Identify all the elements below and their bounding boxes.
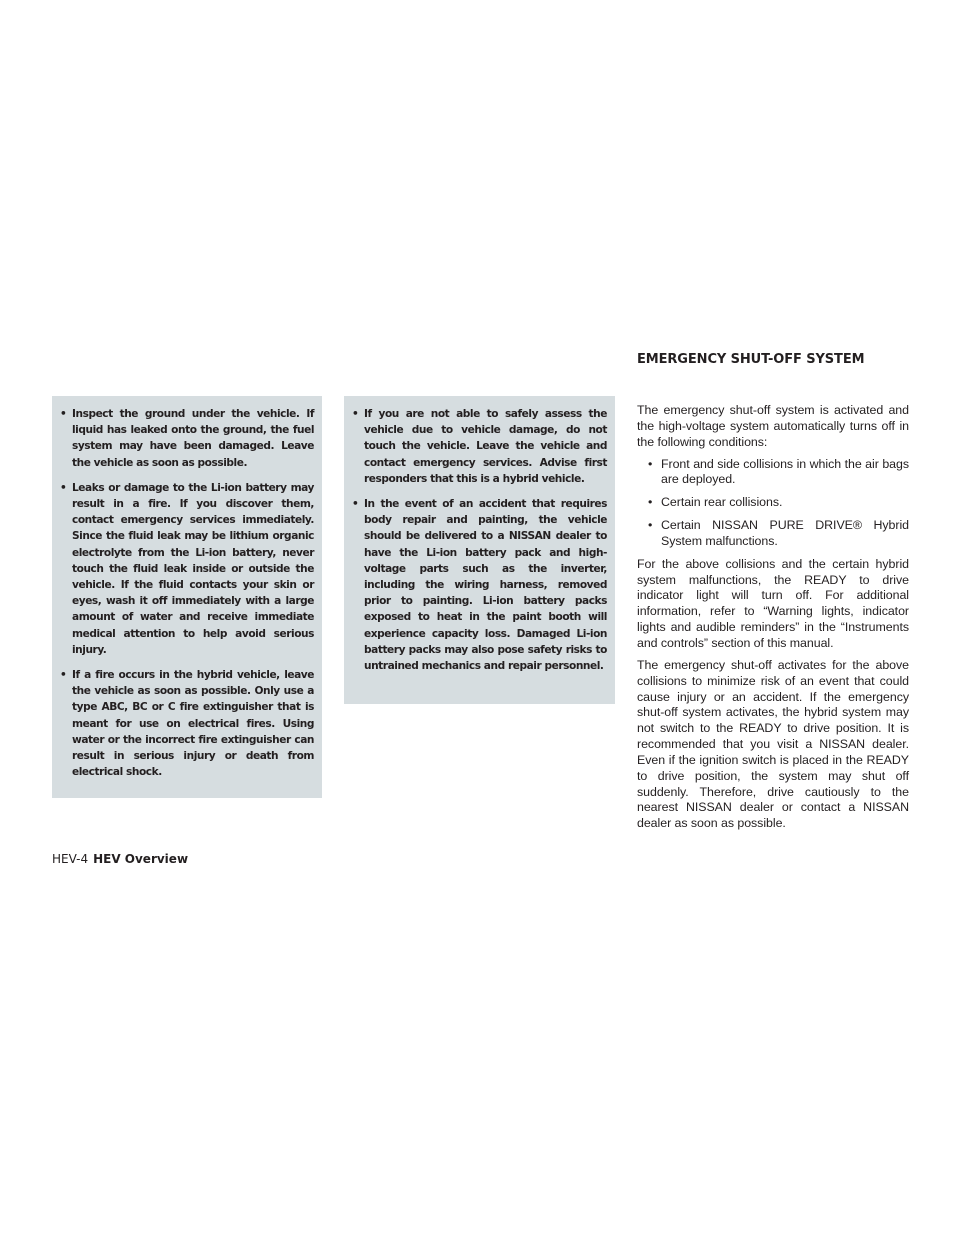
warning-box-left — [52, 396, 322, 798]
page-number: HEV-4 — [52, 852, 89, 866]
footer-section-name: HEV Overview — [93, 852, 189, 866]
warning-item: • If you are not able to safely assess the vehicle due to vehicle damage, do not touch the vehicle. Leave the vehicle and contact emergency services. Advise first responders that this is a hybrid vehicle. — [352, 406, 607, 487]
warning-list-right — [352, 406, 607, 674]
warning-item: • In the event of an accident that requires body repair and painting, the vehicle should be delivered to a NISSAN dealer to have the Li-ion battery pack and high-voltage parts such as the inverter, including the wiring harness, removed prior to painting. Li-ion battery packs exposed to heat in the paint booth will experience capacity loss. Damaged Li-ion battery packs may also pose safety risks to untrained mechanics and repair personnel. — [352, 496, 607, 674]
shut-off-paragraph: The emergency shut-off activates for the above collisions to minimize risk of an event that could cause injury or an accident. If the emergency shut-off system activates, the hybrid system may not switch to the READY to drive position. It is recommended that you visit a NISSAN dealer. Even if the ignition switch is placed in the READY to drive position, the system may shut off suddenly. Therefore, drive cautiously to the nearest NISSAN dealer or contact a NISSAN dealer as soon as possible. — [637, 657, 909, 831]
intro-paragraph: The emergency shut-off system is activated and the high-voltage system automatically turns off in the following conditions: — [637, 403, 909, 449]
warning-item: • Inspect the ground under the vehicle. If liquid has leaked onto the ground, the fuel system may have been damaged. Leave the vehicle as soon as possible. — [60, 406, 314, 471]
warning-box-right — [344, 396, 615, 704]
conditions-list — [637, 457, 909, 550]
warning-item: • Leaks or damage to the Li-ion battery may result in a fire. If you discover them, contact emergency services immediately. Since the fluid leak may be lithium organic electrolyte from the Li-ion battery, never touch the fluid leak inside or outside the vehicle. If the fluid contacts your skin or eyes, wash it off immediately with a large amount of water and receive immediate medical attention to help avoid serious injury. — [60, 480, 314, 658]
body-text-column — [637, 403, 909, 838]
warning-item: • If a fire occurs in the hybrid vehicle, leave the vehicle as soon as possible. Only use a type ABC, BC or C fire extinguisher that is meant for use on electrical fires. Using water or the incorrect fire extinguisher can result in serious injury or death from electrical shock. — [60, 667, 314, 780]
warning-list-left — [60, 406, 314, 780]
condition-item: • Certain rear collisions. — [648, 495, 909, 511]
condition-item: • Front and side collisions in which the air bags are deployed. — [648, 457, 909, 489]
condition-item: • Certain NISSAN PURE DRIVE® Hybrid System malfunctions. — [648, 518, 909, 550]
ready-indicator-paragraph: For the above collisions and the certain hybrid system malfunctions, the READY to drive indicator light will turn off. For additional information, refer to “Warning lights, indicator lights and audible reminders” in the “Instruments and controls” section of this manual. — [637, 556, 909, 650]
section-title: EMERGENCY SHUT-OFF SYSTEM — [637, 352, 865, 367]
page-footer — [52, 851, 188, 867]
